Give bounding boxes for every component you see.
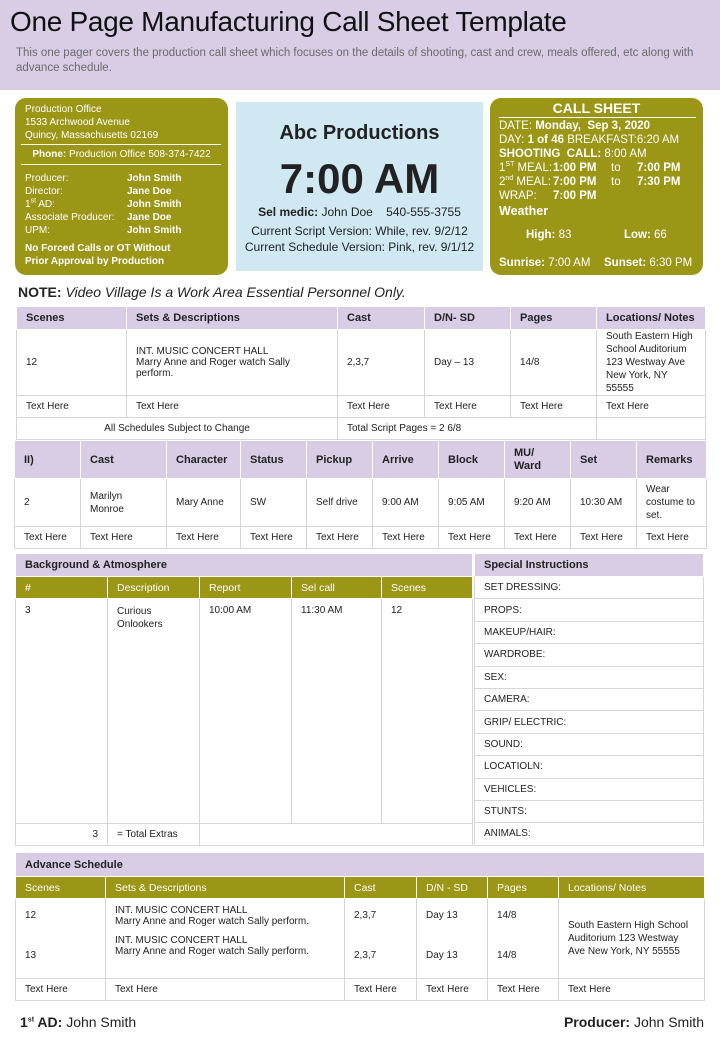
production-office-box <box>15 98 228 275</box>
warning-line-2: Prior Approval by Production <box>25 256 165 267</box>
adv-header-pages: Pages <box>488 877 559 899</box>
first-meal-to: to <box>611 162 621 174</box>
cast-header-arrive: Arrive <box>373 441 439 479</box>
placeholder-cell: Text Here <box>16 979 106 1001</box>
producer-label: Producer: <box>25 173 69 184</box>
table-row <box>15 479 707 527</box>
office-address-2: Quincy, Massachusetts 02169 <box>25 130 159 141</box>
instruction-props: PROPS: <box>475 599 704 621</box>
cast-header-character: Character <box>167 441 241 479</box>
footer-ad-name: John Smith <box>66 1014 137 1030</box>
cast-pickup: Self drive <box>307 479 373 527</box>
schedule-version: Current Schedule Version: Pink, rev. 9/1/12 <box>244 240 475 254</box>
adv-header-sets: Sets & Descriptions <box>106 877 345 899</box>
advance-schedule-table <box>15 852 705 1001</box>
office-divider-bottom <box>21 164 221 165</box>
first-ad-label: 1st AD: <box>25 197 55 210</box>
cast-header-remarks: Remarks <box>637 441 707 479</box>
placeholder-cell: Text Here <box>505 527 571 549</box>
adv-header-locations: Locations/ Notes <box>559 877 705 899</box>
second-meal-to: to <box>611 176 621 188</box>
scenes-header-cast: Cast <box>338 307 425 330</box>
weather-label: Weather <box>499 204 549 218</box>
instruction-camera: CAMERA: <box>475 688 704 710</box>
placeholder-cell: Text Here <box>373 527 439 549</box>
instruction-animals: ANIMALS: <box>475 823 704 845</box>
second-meal-label: 2nd MEAL: <box>499 175 551 188</box>
note-text: Video Village Is a Work Area Essential Personnel Only. <box>65 284 406 300</box>
office-divider-top <box>21 144 221 145</box>
cast-table <box>14 440 707 549</box>
placeholder-cell: Text Here <box>559 979 705 1001</box>
placeholder-cell: Text Here <box>127 396 338 418</box>
cast-block: 9:05 AM <box>439 479 505 527</box>
warning-line-1: No Forced Calls or OT Without <box>25 243 171 254</box>
production-summary-box <box>236 102 483 271</box>
scene-number: 12 <box>17 330 127 396</box>
adv-scene-pages: 14/8 <box>488 933 559 979</box>
scenes-table <box>16 306 706 440</box>
adv-scene-dn: Day 13 <box>417 899 488 933</box>
instruction-stunts: STUNTS: <box>475 800 704 822</box>
empty-cell <box>292 824 382 846</box>
day-row: DAY: 1 of 46 BREAKFAST:6:20 AM <box>499 134 680 146</box>
adv-scene-description: INT. MUSIC CONCERT HALL Marry Anne and Roger watch Sally perform. <box>106 899 345 933</box>
adv-scene-cast: 2,3,7 <box>345 899 417 933</box>
instruction-sound: SOUND: <box>475 733 704 755</box>
instruction-wardrobe: WARDROBE: <box>475 644 704 666</box>
background-title: Background & Atmosphere <box>16 554 473 577</box>
total-extras-count: 3 <box>16 824 108 846</box>
table-row <box>16 824 473 846</box>
placeholder-cell: Text Here <box>15 527 81 549</box>
placeholder-cell: Text Here <box>571 527 637 549</box>
placeholder-cell: Text Here <box>345 979 417 1001</box>
note-label: NOTE: <box>18 284 62 300</box>
empty-cell <box>597 418 706 440</box>
adv-scene-cast: 2,3,7 <box>345 933 417 979</box>
general-call-time: 7:00 AM <box>279 155 440 202</box>
placeholder-cell: Text Here <box>81 527 167 549</box>
page-title: One Page Manufacturing Call Sheet Template <box>10 6 567 37</box>
instruction-makeup-hair: MAKEUP/HAIR: <box>475 621 704 643</box>
call-sheet-box <box>490 98 703 275</box>
call-sheet-divider <box>499 117 696 118</box>
company-name: Abc Productions <box>279 122 440 144</box>
first-meal-label: 1ST MEAL: <box>499 161 553 174</box>
placeholder-cell: Text Here <box>425 396 511 418</box>
table-row <box>16 899 705 933</box>
footer-producer-label: Producer: <box>563 1014 631 1030</box>
scene-pages: 14/8 <box>511 330 597 396</box>
scenes-header-scenes: Scenes <box>17 307 127 330</box>
scenes-header-pages: Pages <box>511 307 597 330</box>
bg-header-number: # <box>16 577 108 599</box>
placeholder-cell: Text Here <box>307 527 373 549</box>
advance-schedule-title: Advance Schedule <box>16 853 705 877</box>
script-version: Current Script Version: While, rev. 9/2/12 <box>251 224 468 238</box>
upm-label: UPM: <box>25 225 50 236</box>
cast-status: SW <box>241 479 307 527</box>
placeholder-cell: Text Here <box>488 979 559 1001</box>
cast-arrive: 9:00 AM <box>373 479 439 527</box>
call-sheet-title: CALL SHEET <box>552 100 641 116</box>
placeholder-cell: Text Here <box>167 527 241 549</box>
cast-name: Marilyn Monroe <box>81 479 167 527</box>
header-banner <box>0 0 720 90</box>
scenes-header-sets: Sets & Descriptions <box>127 307 338 330</box>
cast-id: 2 <box>15 479 81 527</box>
empty-cell <box>382 824 473 846</box>
placeholder-cell: Text Here <box>439 527 505 549</box>
cast-character: Mary Anne <box>167 479 241 527</box>
table-row <box>15 527 707 549</box>
table-row <box>17 330 706 396</box>
placeholder-cell: Text Here <box>241 527 307 549</box>
table-row <box>16 979 705 1001</box>
adv-location: South Eastern High School Auditorium 123 Westway Ave New York, NY 55555 <box>559 899 705 979</box>
office-phone-value: Production Office 508-374-7422 <box>69 149 211 160</box>
instruction-vehicles: VEHICLES: <box>475 778 704 800</box>
producer-value: John Smith <box>127 173 182 184</box>
cast-header-mu-ward: MU/ Ward <box>505 441 571 479</box>
bg-header-scenes: Scenes <box>382 577 473 599</box>
instruction-sex: SEX: <box>475 666 704 688</box>
cast-header-id: II) <box>15 441 81 479</box>
instruction-location: LOCATIOLN: <box>475 756 704 778</box>
office-address-1: 1533 Archwood Avenue <box>25 117 130 128</box>
cast-mu-ward: 9:20 AM <box>505 479 571 527</box>
second-meal-start: 7:00 PM <box>553 176 597 188</box>
bg-header-sel-call: Sel call <box>292 577 382 599</box>
adv-header-cast: Cast <box>345 877 417 899</box>
schedule-change-note: All Schedules Subject to Change <box>17 418 338 440</box>
placeholder-cell: Text Here <box>417 979 488 1001</box>
cast-header-status: Status <box>241 441 307 479</box>
second-meal-end: 7:30 PM <box>637 176 681 188</box>
sunset: Sunset: 6:30 PM <box>604 257 693 269</box>
adv-scene-dn: Day 13 <box>417 933 488 979</box>
cast-header-block: Block <box>439 441 505 479</box>
bg-header-report: Report <box>200 577 292 599</box>
low-temp: Low: 66 <box>624 229 667 241</box>
date-row: DATE: Monday, Sep 3, 2020 <box>499 120 651 132</box>
scene-description: INT. MUSIC CONCERT HALL Marry Anne and Roger watch Sally perform. <box>127 330 338 396</box>
total-extras-label: = Total Extras <box>108 824 200 846</box>
scene-dn: Day – 13 <box>425 330 511 396</box>
sunrise: Sunrise: 7:00 AM <box>499 257 591 269</box>
wrap-label: WRAP: <box>499 190 537 202</box>
video-village-note <box>18 284 406 300</box>
footer-first-ad <box>20 1014 136 1030</box>
cast-header-cast: Cast <box>81 441 167 479</box>
first-ad-value: John Smith <box>127 199 182 210</box>
cast-header-pickup: Pickup <box>307 441 373 479</box>
scene-cast: 2,3,7 <box>338 330 425 396</box>
adv-scene-description: INT. MUSIC CONCERT HALL Marry Anne and Roger watch Sally perform. <box>106 933 345 979</box>
special-instructions-title: Special Instructions <box>475 554 704 577</box>
upm-value: John Smith <box>127 225 182 236</box>
footer-ad-label: 1st AD: <box>20 1014 63 1030</box>
adv-scene-number: 13 <box>16 933 106 979</box>
bg-header-description: Description <box>108 577 200 599</box>
placeholder-cell: Text Here <box>106 979 345 1001</box>
bg-description: Curious Onlookers <box>108 599 200 824</box>
director-value: Jane Doe <box>127 186 172 197</box>
adv-header-dn: D/N - SD <box>417 877 488 899</box>
bg-scenes: 12 <box>382 599 473 824</box>
empty-cell <box>200 824 292 846</box>
set-medic <box>236 205 483 219</box>
background-table <box>15 553 473 846</box>
page-subtitle: This one pager covers the production call sheet which focuses on the details of shooting, cast and crew, meals offered, etc along with advance schedule. <box>16 47 694 74</box>
instruction-grip-electric: GRIP/ ELECTRIC: <box>475 711 704 733</box>
table-row <box>17 396 706 418</box>
placeholder-cell: Text Here <box>597 396 706 418</box>
set-medic-label: Sel medic: <box>258 205 319 219</box>
set-medic-value: John Doe 540-555-3755 <box>321 205 461 219</box>
high-temp: High: 83 <box>526 229 572 241</box>
wrap-value: 7:00 PM <box>553 190 597 202</box>
footer-producer <box>564 1014 704 1030</box>
assoc-producer-value: Jane Doe <box>127 212 172 223</box>
bg-number: 3 <box>16 599 108 824</box>
placeholder-cell: Text Here <box>511 396 597 418</box>
placeholder-cell: Text Here <box>637 527 707 549</box>
table-row <box>16 599 473 824</box>
instruction-set-dressing: SET DRESSING: <box>475 577 704 599</box>
footer-producer-name: John Smith <box>633 1014 704 1030</box>
cast-header-set: Set <box>571 441 637 479</box>
scenes-header-locations: Locations/ Notes <box>597 307 706 330</box>
office-phone <box>15 149 228 160</box>
placeholder-cell: Text Here <box>17 396 127 418</box>
adv-scene-pages: 14/8 <box>488 899 559 933</box>
adv-header-scenes: Scenes <box>16 877 106 899</box>
table-row <box>17 418 706 440</box>
scenes-header-dn: D/N- SD <box>425 307 511 330</box>
shooting-call-row: SHOOTING CALL: 8:00 AM <box>499 148 647 160</box>
cast-set: 10:30 AM <box>571 479 637 527</box>
special-instructions-table <box>474 553 704 846</box>
adv-scene-number: 12 <box>16 899 106 933</box>
office-title: Production Office <box>25 104 102 115</box>
assoc-producer-label: Associate Producer: <box>25 212 115 223</box>
placeholder-cell: Text Here <box>338 396 425 418</box>
cast-remarks: Wear costume to set. <box>637 479 707 527</box>
office-phone-label: Phone: <box>32 149 67 160</box>
scene-location: South Eastern High School Auditorium 123 Westway Ave New York, NY 55555 <box>597 330 706 396</box>
first-meal-start: 1:00 PM <box>553 162 597 174</box>
bg-report: 10:00 AM <box>200 599 292 824</box>
total-script-pages: Total Script Pages = 2 6/8 <box>338 418 597 440</box>
bg-sel-call: 11:30 AM <box>292 599 382 824</box>
director-label: Director: <box>25 186 63 197</box>
first-meal-end: 7:00 PM <box>637 162 681 174</box>
